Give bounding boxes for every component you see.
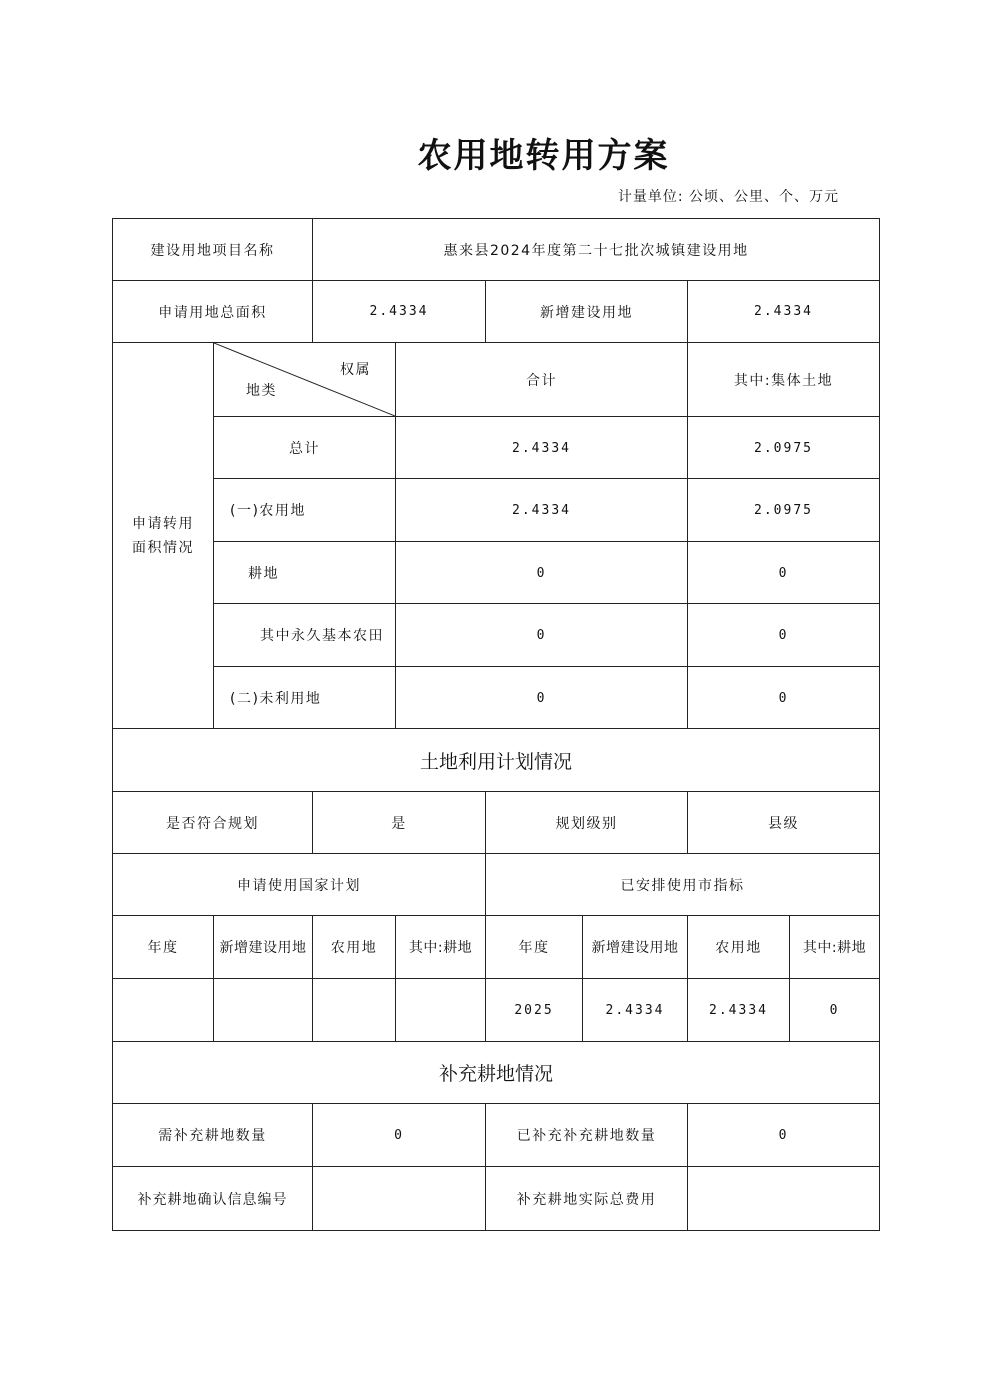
row-collective-value: 0 (688, 542, 880, 604)
confirm-number-label: 补充耕地确认信息编号 (113, 1167, 313, 1231)
conform-value: 是 (313, 792, 486, 854)
new-construction-label: 新增建设用地 (486, 281, 688, 343)
row-label: 耕地 (214, 542, 396, 604)
done-supplement-label: 已补充补充耕地数量 (486, 1104, 688, 1167)
row-collective-value: 0 (688, 667, 880, 729)
plan-header-cell: 其中:耕地 (790, 916, 880, 979)
row-total-value: 0 (396, 542, 688, 604)
diagonal-header-cell (214, 343, 396, 417)
plan-header-cell: 农用地 (313, 916, 396, 979)
row-label: (二)未利用地 (214, 667, 396, 729)
row-total-value: 2.4334 (396, 479, 688, 542)
conversion-plan-table (112, 218, 880, 1231)
area-row (113, 281, 880, 343)
diagonal-top-label: 权属 (340, 362, 371, 378)
actual-cost-value (688, 1167, 880, 1231)
plan-level-label: 规划级别 (486, 792, 688, 854)
new-construction-value: 2.4334 (688, 281, 880, 343)
row-total-value: 2.4334 (396, 417, 688, 479)
row-label: 总计 (214, 417, 396, 479)
project-row (113, 219, 880, 281)
plan-header-cell: 年度 (486, 916, 583, 979)
plan-conform-row (113, 792, 880, 854)
row-label: 其中永久基本农田 (214, 604, 396, 667)
unit-label: 计量单位: 公顷、公里、个、万元 (617, 189, 839, 205)
city-quota-label: 已安排使用市指标 (486, 854, 880, 916)
supplement-section-row (113, 1042, 880, 1104)
plan-value-cell (313, 979, 396, 1042)
conform-label: 是否符合规划 (113, 792, 313, 854)
conversion-row-total (113, 417, 880, 479)
conversion-row-permanent-basic (113, 604, 880, 667)
conversion-side-label-line2: 面积情况 (132, 539, 194, 556)
plan-section-row (113, 729, 880, 792)
plan-header-cell: 年度 (113, 916, 214, 979)
project-name-label: 建设用地项目名称 (113, 219, 313, 281)
plan-source-row (113, 854, 880, 916)
col-total-header: 合计 (396, 343, 688, 417)
plan-header-row (113, 916, 880, 979)
total-area-label: 申请用地总面积 (113, 281, 313, 343)
plan-value-cell (214, 979, 313, 1042)
need-supplement-value: 0 (313, 1104, 486, 1167)
done-supplement-value: 0 (688, 1104, 880, 1167)
conversion-header-row (113, 343, 880, 417)
conversion-row-unused (113, 667, 880, 729)
plan-value-cell: 2.4334 (583, 979, 688, 1042)
confirm-number-value (313, 1167, 486, 1231)
supplement-quantity-row (113, 1104, 880, 1167)
conversion-row-farmland (113, 479, 880, 542)
supplement-section-title: 补充耕地情况 (113, 1042, 880, 1104)
actual-cost-label: 补充耕地实际总费用 (486, 1167, 688, 1231)
row-total-value: 0 (396, 604, 688, 667)
row-collective-value: 2.0975 (688, 417, 880, 479)
row-collective-value: 0 (688, 604, 880, 667)
row-collective-value: 2.0975 (688, 479, 880, 542)
project-name-value: 惠来县2024年度第二十七批次城镇建设用地 (313, 219, 880, 281)
plan-value-cell (396, 979, 486, 1042)
plan-header-cell: 农用地 (688, 916, 790, 979)
page-title: 农用地转用方案 (417, 136, 670, 176)
row-label: (一)农用地 (214, 479, 396, 542)
plan-level-value: 县级 (688, 792, 880, 854)
national-plan-label: 申请使用国家计划 (113, 854, 486, 916)
col-collective-header: 其中:集体土地 (688, 343, 880, 417)
plan-value-cell (113, 979, 214, 1042)
conversion-side-label (113, 343, 214, 729)
supplement-info-row (113, 1167, 880, 1231)
plan-value-cell: 2025 (486, 979, 583, 1042)
total-area-value: 2.4334 (313, 281, 486, 343)
plan-value-row (113, 979, 880, 1042)
row-total-value: 0 (396, 667, 688, 729)
conversion-row-cultivated (113, 542, 880, 604)
plan-value-cell: 2.4334 (688, 979, 790, 1042)
plan-header-cell: 新增建设用地 (583, 916, 688, 979)
conversion-side-label-line1: 申请转用 (132, 515, 194, 532)
diagonal-bottom-label: 地类 (246, 383, 277, 399)
plan-header-cell: 其中:耕地 (396, 916, 486, 979)
plan-header-cell: 新增建设用地 (214, 916, 313, 979)
plan-value-cell: 0 (790, 979, 880, 1042)
diagonal-line (214, 343, 395, 416)
need-supplement-label: 需补充耕地数量 (113, 1104, 313, 1167)
plan-section-title: 土地利用计划情况 (113, 729, 880, 792)
